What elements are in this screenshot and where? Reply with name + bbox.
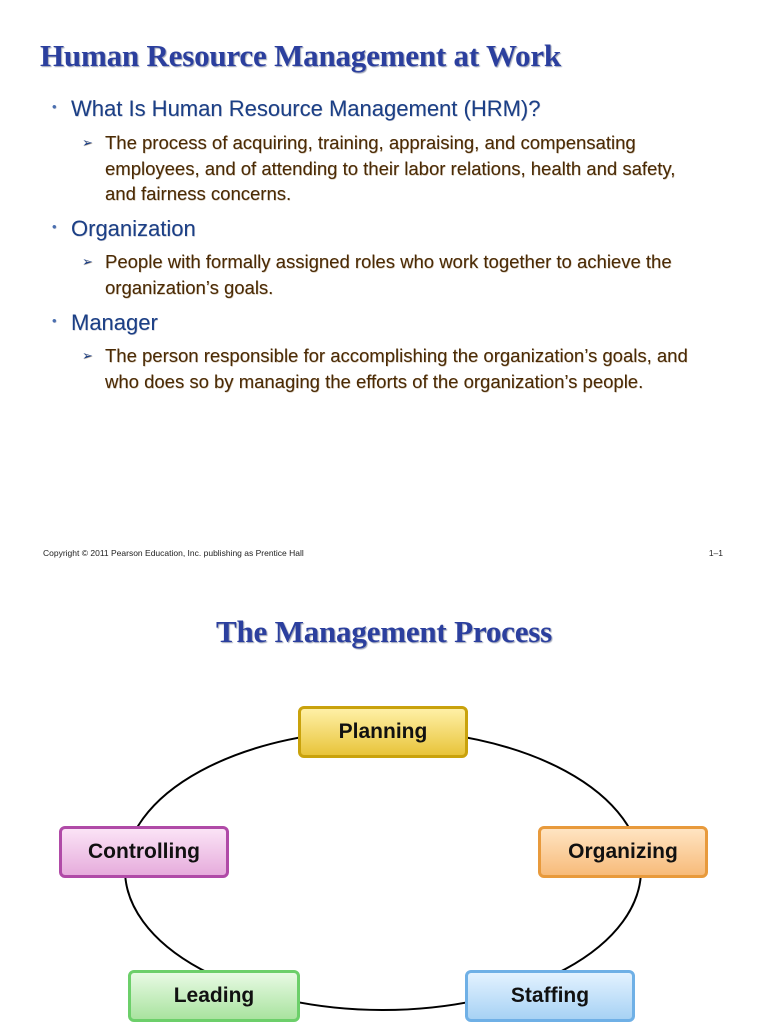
bullet-dot-icon: • <box>52 219 57 234</box>
bullet-dot-icon: • <box>52 99 57 114</box>
arrow-bullet-icon: ➢ <box>82 135 93 150</box>
step-planning: Planning <box>298 706 468 758</box>
copyright-notice: Copyright © 2011 Pearson Education, Inc. publishing as Prentice Hall <box>43 548 304 558</box>
sub-item-text: The person responsible for accomplishing the organization’s goals, and who does so by managing the efforts of the organization’s people. <box>105 345 688 392</box>
slide-title: Human Resource Management at Work <box>40 38 561 73</box>
sub-item-text: People with formally assigned roles who work together to achieve the organization’s goals. <box>105 251 672 298</box>
step-controlling: Controlling <box>59 826 229 878</box>
sub-item-text: The process of acquiring, training, appraising, and compensating employees, and of attending to their labor relations, health and safety, and fairness concerns. <box>105 132 676 204</box>
step-leading: Leading <box>128 970 300 1022</box>
page-number: 1–1 <box>708 548 723 558</box>
arrow-bullet-icon: ➢ <box>82 348 93 363</box>
step-organizing: Organizing <box>538 826 708 878</box>
bullet-label: Manager <box>71 310 158 335</box>
bullet-label: What Is Human Resource Management (HRM)? <box>71 96 541 121</box>
step-staffing: Staffing <box>465 970 635 1022</box>
bullet-label: Organization <box>71 216 196 241</box>
slide-title: The Management Process <box>216 614 552 649</box>
bullet-dot-icon: • <box>52 313 57 328</box>
arrow-bullet-icon: ➢ <box>82 254 93 269</box>
